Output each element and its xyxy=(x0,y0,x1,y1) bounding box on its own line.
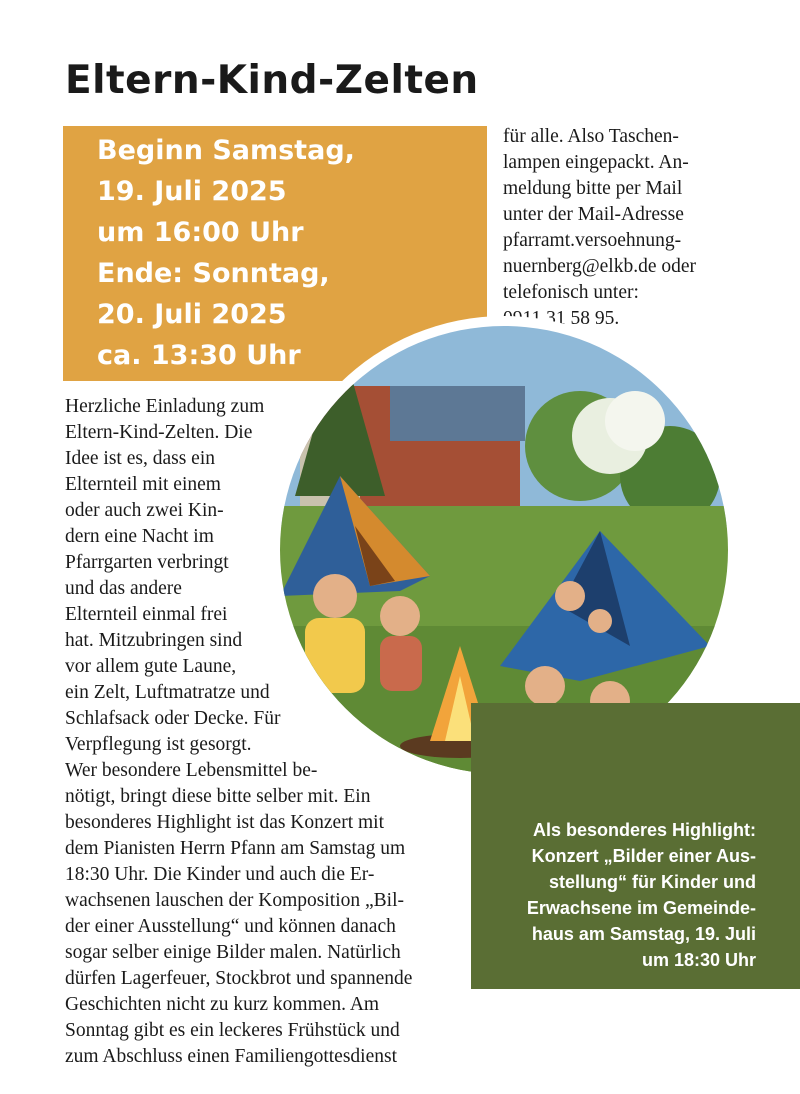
text-line: Elternteil einmal frei xyxy=(65,604,228,625)
text-line: lampen eingepackt. An- xyxy=(503,152,689,173)
text-line: oder auch zwei Kin- xyxy=(65,500,224,521)
highlight-line: Konzert „Bilder einer Aus- xyxy=(531,846,756,866)
text-line: Elternteil mit einem xyxy=(65,474,221,495)
child-head xyxy=(588,609,612,633)
person-body xyxy=(380,636,422,691)
email-line: nuernberg@elkb.de oder xyxy=(503,256,697,277)
highlight-box xyxy=(471,703,800,989)
details-text xyxy=(65,758,412,1070)
text-line: dem Pianisten Herrn Pfann am Samstag um xyxy=(65,838,406,859)
highlight-line: Als besonderes Highlight: xyxy=(532,820,756,840)
date-line: um 16:00 Uhr xyxy=(97,217,304,248)
person-head xyxy=(313,574,357,618)
text-line: Geschichten nicht zu kurz kommen. Am xyxy=(65,994,380,1015)
person-head xyxy=(380,596,420,636)
text-line: besonderes Highlight ist das Konzert mit xyxy=(65,812,384,833)
text-line: telefonisch unter: xyxy=(503,282,639,303)
text-line: ein Zelt, Luftmatratze und xyxy=(65,682,270,703)
highlight-text xyxy=(527,817,756,973)
person-body xyxy=(305,618,365,693)
text-line: Verpflegung ist gesorgt. xyxy=(65,734,252,755)
text-line: für alle. Also Taschen- xyxy=(503,126,679,147)
registration-text xyxy=(503,124,696,332)
date-line: 19. Juli 2025 xyxy=(97,176,287,207)
date-line: Ende: Sonntag, xyxy=(97,258,330,289)
text-line: wachsenen lauschen der Komposition „Bil- xyxy=(65,890,404,911)
email-line: pfarramt.versoehnung- xyxy=(503,230,682,251)
highlight-line: Erwachsene im Gemeinde- xyxy=(526,898,756,918)
page-title: Eltern-Kind-Zelten xyxy=(65,58,479,103)
text-line: und das andere xyxy=(65,578,182,599)
person-head xyxy=(555,581,585,611)
text-line: Herzliche Einladung zum xyxy=(65,396,265,417)
text-line: der einer Ausstellung“ und können danach xyxy=(65,916,396,937)
text-line: unter der Mail-Adresse xyxy=(503,204,684,225)
text-line: Sonntag gibt es ein leckeres Frühstück und xyxy=(65,1020,400,1041)
invitation-text xyxy=(65,394,281,758)
text-line: Schlafsack oder Decke. Für xyxy=(65,708,281,729)
highlight-line: haus am Samstag, 19. Juli xyxy=(531,924,756,944)
date-line: 20. Juli 2025 xyxy=(97,299,287,330)
phone-line: 0911 31 58 95. xyxy=(503,308,620,329)
blossom-tree xyxy=(605,391,665,451)
child-head xyxy=(525,666,565,706)
text-line: vor allem gute Laune, xyxy=(65,656,237,677)
text-line: 18:30 Uhr. Die Kinder und auch die Er- xyxy=(65,864,375,885)
highlight-line: um 18:30 Uhr xyxy=(641,950,756,970)
text-line: Eltern-Kind-Zelten. Die xyxy=(65,422,253,443)
text-line: hat. Mitzubringen sind xyxy=(65,630,243,651)
building-window xyxy=(390,386,525,441)
date-line: ca. 13:30 Uhr xyxy=(97,340,301,371)
date-line: Beginn Samstag, xyxy=(97,135,355,166)
text-line: zum Abschluss einen Familiengottesdienst xyxy=(65,1046,398,1067)
text-line: sogar selber einige Bilder malen. Natürlich xyxy=(65,942,401,963)
text-line: nötigt, bringt diese bitte selber mit. Ein xyxy=(65,786,371,807)
text-line: Idee ist es, dass ein xyxy=(65,448,216,469)
text-line: dern eine Nacht im xyxy=(65,526,214,547)
text-line: Pfarrgarten verbringt xyxy=(65,552,229,573)
highlight-line: stellung“ für Kinder und xyxy=(549,872,756,892)
text-line: Wer besondere Lebensmittel be- xyxy=(65,760,318,781)
event-dates xyxy=(97,130,355,376)
text-line: meldung bitte per Mail xyxy=(503,178,683,199)
text-line: dürfen Lagerfeuer, Stockbrot und spannende xyxy=(65,968,413,989)
